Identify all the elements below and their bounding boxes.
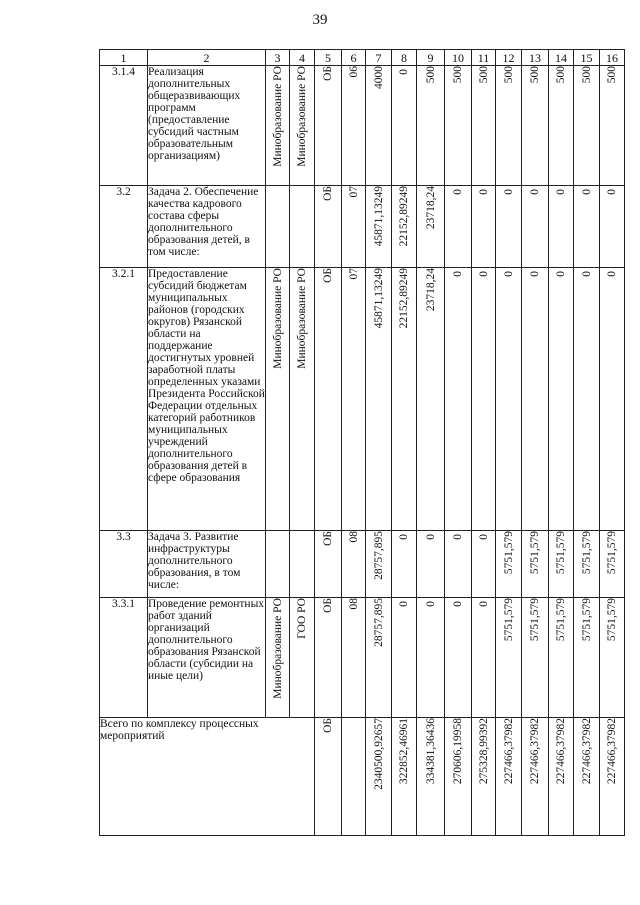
row-name: Проведение ремонтных работ зданий организаций дополнительного образования Рязанской области (субсидии на иные цели)	[148, 598, 266, 718]
funding-source: ОБ	[322, 66, 334, 81]
value-cell: 45871,13249	[372, 186, 385, 247]
value-cell: 23718,24	[424, 186, 437, 230]
value-cell: 500	[424, 66, 437, 84]
row-name: Реализация дополнительных общеразвивающих программ (предоставление субсидий частным образовательным организациям)	[148, 66, 266, 186]
value-cell: 5751,579	[555, 598, 567, 642]
row-number: 3.2.1	[100, 268, 148, 531]
value-cell: 0	[529, 189, 541, 195]
value-cell: 22152,89249	[398, 268, 410, 329]
value-cell: 500	[580, 66, 593, 84]
column-number: 11	[472, 50, 496, 66]
value-cell: 23718,24	[424, 268, 437, 312]
value-cell: 5751,579	[502, 531, 515, 575]
total-value: 275328,99392	[477, 718, 490, 785]
value-cell: 0	[398, 601, 410, 607]
funding-source: ОБ	[322, 718, 334, 733]
column-number: 10	[445, 50, 472, 66]
value-cell: 0	[424, 534, 437, 540]
column-number: 14	[549, 50, 574, 66]
column-number: 16	[600, 50, 625, 66]
value-cell: 500	[452, 66, 464, 84]
row-number: 3.1.4	[100, 66, 148, 186]
value-cell: 22152,89249	[398, 186, 410, 247]
row-number: 3.3	[100, 531, 148, 598]
column-number: 3	[266, 50, 290, 66]
value-cell: 5751,579	[606, 598, 618, 642]
responsible-executor: Минобразование РО	[271, 598, 284, 699]
column-number: 5	[315, 50, 342, 66]
total-value: 227466,37982	[502, 718, 515, 785]
total-label: Всего по комплексу процессных мероприятий	[100, 718, 315, 836]
code: 08	[347, 531, 360, 543]
row-number: 3.2	[100, 186, 148, 268]
column-number: 9	[417, 50, 445, 66]
total-value: 322852,46961	[398, 718, 410, 785]
value-cell: 500	[555, 66, 567, 84]
row-number: 3.3.1	[100, 598, 148, 718]
column-number: 6	[342, 50, 366, 66]
column-number: 8	[392, 50, 417, 66]
value-cell: 0	[555, 271, 567, 277]
total-value: 227466,37982	[606, 718, 618, 785]
co-executor: Минобразование РО	[296, 268, 308, 369]
table-row	[100, 186, 625, 268]
value-cell: 0	[502, 271, 515, 277]
value-cell: 4000	[372, 66, 385, 89]
column-number-row	[100, 50, 625, 66]
value-cell: 0	[398, 69, 410, 75]
value-cell: 0	[606, 189, 618, 195]
co-executor: Минобразование РО	[296, 66, 308, 167]
value-cell: 500	[606, 66, 618, 84]
table-row	[100, 531, 625, 598]
table-row	[100, 66, 625, 186]
code: 06	[347, 66, 360, 78]
value-cell: 0	[580, 271, 593, 277]
total-value: 227466,37982	[580, 718, 593, 785]
value-cell: 5751,579	[502, 598, 515, 642]
value-cell: 5751,579	[580, 531, 593, 575]
value-cell: 0	[606, 271, 618, 277]
value-cell: 0	[529, 271, 541, 277]
co-executor: ГОО РО	[296, 598, 308, 639]
funding-source: ОБ	[322, 186, 334, 201]
column-number: 13	[522, 50, 549, 66]
page-number: 39	[312, 12, 328, 28]
code: 07	[347, 186, 360, 198]
code: 07	[347, 268, 360, 280]
column-number: 7	[366, 50, 392, 66]
value-cell: 0	[580, 189, 593, 195]
total-value: 227466,37982	[555, 718, 567, 785]
code: 08	[347, 598, 360, 610]
value-cell: 500	[477, 66, 490, 84]
funding-source: ОБ	[322, 598, 334, 613]
value-cell: 5751,579	[606, 531, 618, 575]
responsible-executor: Минобразование РО	[271, 66, 284, 167]
budget-table	[99, 49, 625, 836]
value-cell: 5751,579	[529, 531, 541, 575]
value-cell: 28757,895	[372, 531, 385, 580]
value-cell: 500	[502, 66, 515, 84]
total-value: 334381,36436	[424, 718, 437, 785]
value-cell: 0	[424, 601, 437, 607]
value-cell: 5751,579	[580, 598, 593, 642]
value-cell: 0	[502, 189, 515, 195]
column-number: 15	[574, 50, 600, 66]
table-row	[100, 268, 625, 531]
value-cell: 500	[529, 66, 541, 84]
value-cell: 45871,13249	[372, 268, 385, 329]
column-number: 1	[100, 50, 148, 66]
value-cell: 0	[452, 271, 464, 277]
column-number: 2	[148, 50, 266, 66]
total-row	[100, 718, 625, 836]
value-cell: 0	[398, 534, 410, 540]
value-cell: 0	[477, 601, 490, 607]
value-cell: 0	[477, 534, 490, 540]
total-value: 2340500,92657	[372, 718, 385, 790]
responsible-executor: Минобразование РО	[271, 268, 284, 369]
total-value: 270606,19958	[452, 718, 464, 785]
value-cell: 28757,895	[372, 598, 385, 647]
column-number: 12	[496, 50, 522, 66]
value-cell: 0	[452, 534, 464, 540]
row-name: Задача 3. Развитие инфраструктуры дополнительного образования, в том числе:	[148, 531, 266, 598]
column-number: 4	[290, 50, 315, 66]
row-name: Задача 2. Обеспечение качества кадрового состава сферы дополнительного образования детей, в том числе:	[148, 186, 266, 268]
funding-source: ОБ	[322, 268, 334, 283]
value-cell: 5751,579	[529, 598, 541, 642]
row-name: Предоставление субсидий бюджетам муниципальных районов (городских округов) Рязанской области на поддержание достигнутых уровней заработной платы определенных указами Президента Российской Федерации отдельных категорий работников муниципальных учреждений дополнительного образования детей в сфере образования	[148, 268, 266, 531]
total-value: 227466,37982	[529, 718, 541, 785]
value-cell: 0	[452, 189, 464, 195]
value-cell: 0	[452, 601, 464, 607]
value-cell: 0	[555, 189, 567, 195]
value-cell: 5751,579	[555, 531, 567, 575]
value-cell: 0	[477, 189, 490, 195]
table-row	[100, 598, 625, 718]
funding-source: ОБ	[322, 531, 334, 546]
value-cell: 0	[477, 271, 490, 277]
